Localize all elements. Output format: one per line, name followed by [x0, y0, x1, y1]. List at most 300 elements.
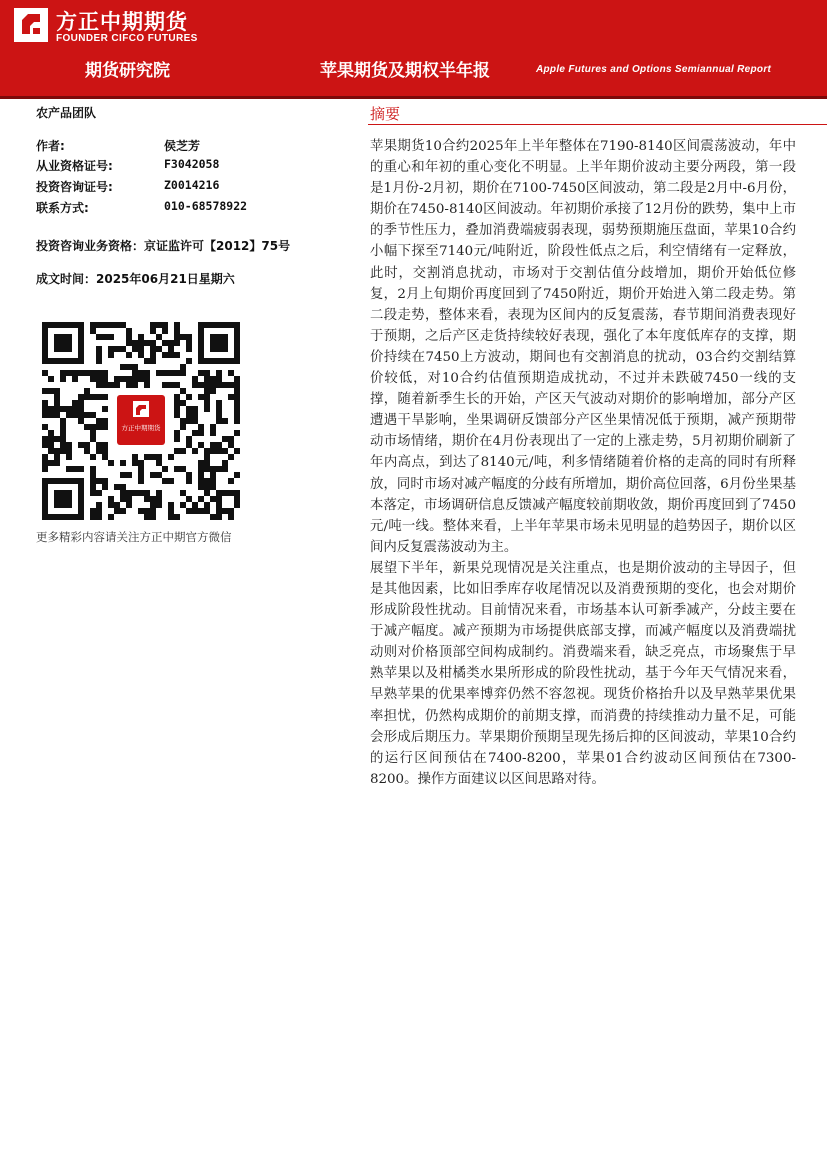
qr-module [198, 496, 204, 502]
qr-module [132, 364, 138, 370]
qr-module [234, 448, 240, 454]
qr-module [180, 364, 186, 370]
qr-module [222, 466, 228, 472]
qr-module [120, 496, 126, 502]
qr-module [180, 502, 186, 508]
qr-module [108, 322, 114, 328]
qr-module [66, 406, 72, 412]
page-header [0, 0, 827, 96]
qr-module [78, 370, 84, 376]
qr-module [222, 436, 228, 442]
qr-module [210, 478, 216, 484]
qr-module [234, 412, 240, 418]
qr-module [96, 394, 102, 400]
qr-module [222, 508, 228, 514]
qr-module [156, 454, 162, 460]
qr-module [60, 424, 66, 430]
info-label: 从业资格证号: [36, 159, 113, 173]
qr-module [54, 388, 60, 394]
qr-module [198, 370, 204, 376]
qr-module [162, 328, 168, 334]
qr-module [210, 472, 216, 478]
qr-module [72, 412, 78, 418]
qr-module [216, 370, 222, 376]
qr-module [42, 406, 48, 412]
qr-module [198, 484, 204, 490]
summary-divider [368, 124, 827, 125]
qr-module [90, 370, 96, 376]
qr-module [204, 466, 210, 472]
founder-logo-icon [14, 8, 48, 42]
summary-body [370, 136, 796, 790]
publish-date: 成文时间：2025年06月21日星期六 [36, 272, 235, 286]
qr-module [90, 376, 96, 382]
qr-module [60, 448, 66, 454]
qr-module [210, 466, 216, 472]
qr-module [144, 340, 150, 346]
qr-module [198, 442, 204, 448]
qr-module [48, 412, 54, 418]
qr-module [204, 376, 210, 382]
qr-module [126, 382, 132, 388]
qr-module [114, 502, 120, 508]
qr-module [186, 508, 192, 514]
qr-module [90, 514, 96, 520]
qr-module [186, 472, 192, 478]
qr-module [186, 394, 192, 400]
qr-module [156, 502, 162, 508]
qr-module [90, 490, 96, 496]
company-name: 方正中期期货 [56, 10, 188, 34]
qr-module [108, 460, 114, 466]
qr-module [132, 340, 138, 346]
qr-module [180, 448, 186, 454]
info-value: Z0014216 [164, 178, 220, 192]
qr-module [54, 400, 60, 406]
qr-module [42, 424, 48, 430]
qr-module [72, 400, 78, 406]
qr-module [132, 370, 138, 376]
qr-module [174, 328, 180, 334]
qr-module [204, 388, 210, 394]
qr-module [48, 436, 54, 442]
qr-module [222, 418, 228, 424]
qr-module [108, 514, 114, 520]
qr-module [198, 394, 204, 400]
qr-module [132, 490, 138, 496]
qr-module [60, 418, 66, 424]
qr-module [168, 508, 174, 514]
qr-module [150, 352, 156, 358]
qr-module [156, 346, 162, 352]
qr-module [204, 490, 210, 496]
qr-module [42, 454, 48, 460]
qr-module [168, 454, 174, 460]
qr-module [102, 394, 108, 400]
qr-module [108, 334, 114, 340]
qr-module [162, 466, 168, 472]
qr-module [42, 388, 48, 394]
qr-module [174, 436, 180, 442]
qr-module [222, 448, 228, 454]
qr-module [54, 436, 60, 442]
qr-module [180, 370, 186, 376]
qr-module [96, 346, 102, 352]
qr-module [174, 400, 180, 406]
qr-module [222, 490, 228, 496]
qr-module [84, 394, 90, 400]
qr-module [114, 508, 120, 514]
qr-module [48, 448, 54, 454]
qr-module [102, 370, 108, 376]
qr-module [198, 424, 204, 430]
qr-module [180, 388, 186, 394]
qr-module [138, 490, 144, 496]
qr-module [204, 508, 210, 514]
qr-module [168, 502, 174, 508]
qr-module [144, 358, 150, 364]
qr-module [186, 346, 192, 352]
qr-module [210, 376, 216, 382]
qr-module [174, 370, 180, 376]
qr-module [90, 466, 96, 472]
qr-caption: 更多精彩内容请关注方正中期官方微信 [36, 530, 232, 544]
qr-module [174, 448, 180, 454]
qr-module [204, 382, 210, 388]
qr-module [198, 382, 204, 388]
qr-module [138, 346, 144, 352]
qr-module [138, 334, 144, 340]
qr-module [126, 496, 132, 502]
qr-module [90, 508, 96, 514]
qr-module [84, 370, 90, 376]
qr-module [54, 454, 60, 460]
qr-module [186, 358, 192, 364]
qr-module [234, 406, 240, 412]
summary-paragraph-1: 苹果期货10合约2025年上半年整体在7190-8140区间震荡波动，年中的重心和年初的重心变化不明显。上半年期价波动主要分两段，第一段是1月份-2月初，期价在7100-7450区间波动，第二段是2月中-6月份，期价在7450-8140区间波动。年初期价承接了12月份的跌势，集中上市的季节性压力，叠加消费端疲弱表现，弱势预期施压盘面，苹果10合约小幅下探至7140元/吨附近，阶段性低点之后，利空情绪有一定释放，此时，交割消息扰动，市场对于交割估值分歧增加，期价开始低位修复，2月上旬期价再度回到了7450附近，期价开始进入第二段走势。第二段走势，整体来看，表现为区间内的反复震荡，春节期间消费表现好于预期，之后产区走货持续较好表现，强化了本年度低库存的支撑，期价持续在7450上方波动，期间也有交割消息的扰动，03合约交割结算价较低，对10合约估值预期造成扰动，不过并未跌破7450一线的支撑，随着新季生长的开始，产区天气波动对期价的影响增加，部分产区遭遇干旱影响，坐果调研反馈部分产区坐果情况低于预期，减产预期带动市场情绪，期价在4月份表现出了一定的上涨走势，5月初期价刷新了年内高点，到达了8140元/吨，利多情绪随着价格的走高的同时有所释放，同时市场对减产幅度的分歧有所增加，期价高位回落，6月份坐果基本落定，市场调研信息反馈减产幅度较前期收敛，期价再度回到了7450元/吨一线。整体来看，上半年苹果市场未见明显的趋势因子，期价以区间内反复震荡波动为主。 [370, 139, 796, 555]
license-text: 投资咨询业务资格：京证监许可【2012】75号 [36, 239, 291, 253]
qr-module [150, 502, 156, 508]
qr-module [72, 370, 78, 376]
qr-module [42, 460, 48, 466]
qr-module [126, 334, 132, 340]
qr-module [48, 406, 54, 412]
qr-module [84, 388, 90, 394]
qr-module [108, 346, 114, 352]
qr-module [180, 490, 186, 496]
qr-module [66, 412, 72, 418]
qr-module [72, 406, 78, 412]
qr-module [102, 424, 108, 430]
qr-module [96, 358, 102, 364]
qr-module [228, 514, 234, 520]
qr-module [216, 508, 222, 514]
qr-module [216, 466, 222, 472]
qr-module [216, 502, 222, 508]
qr-module [174, 514, 180, 520]
qr-module [162, 340, 168, 346]
qr-module [84, 412, 90, 418]
qr-module [150, 346, 156, 352]
qr-module [150, 514, 156, 520]
qr-module [90, 436, 96, 442]
qr-module [138, 478, 144, 484]
qr-module [90, 322, 96, 328]
qr-module [186, 340, 192, 346]
qr-module [198, 430, 204, 436]
qr-module [54, 448, 60, 454]
team-name: 农产品团队 [36, 106, 97, 120]
qr-module [204, 454, 210, 460]
qr-finder-top-left [42, 322, 84, 364]
qr-logo-label: 方正中期期货 [121, 424, 161, 432]
company-name-en: FOUNDER CIFCO FUTURES [56, 33, 198, 44]
qr-module [54, 394, 60, 400]
qr-module [234, 502, 240, 508]
qr-module [144, 370, 150, 376]
qr-module [168, 514, 174, 520]
qr-module [96, 508, 102, 514]
qr-module [174, 466, 180, 472]
qr-module [42, 436, 48, 442]
author-panel [36, 104, 336, 286]
qr-module [216, 442, 222, 448]
qr-module [78, 466, 84, 472]
qr-module [210, 442, 216, 448]
qr-module [120, 346, 126, 352]
qr-module [90, 484, 96, 490]
qr-module [156, 490, 162, 496]
qr-module [132, 346, 138, 352]
qr-module [192, 430, 198, 436]
qr-module [144, 508, 150, 514]
qr-module [180, 334, 186, 340]
qr-module [114, 376, 120, 382]
summary-paragraph-2: 展望下半年，新果兑现情况是关注重点，也是期价波动的主导因子，但是其他因素，比如旧季库存收尾情况以及消费预期的变化，也会对期价形成阶段性扰动。目前情况来看，市场基本认可新季减产，分歧主要在于减产幅度。减产预期为市场提供底部支撑，而减产幅度以及消费端扰动则对价格顶部空间构成制约。消费端来看，缺乏亮点，市场聚焦于早熟苹果以及柑橘类水果所形成的阶段性扰动，基于今年天气情况来看，早熟苹果的优果率博弈仍然不容忽视。现货价格抬升以及早熟苹果优果率担忧，仍然构成期价的前期支撑，而消费的持续推动力量不足，可能会形成后期压力。苹果期价预期呈现先扬后抑的区间波动，苹果10合约的运行区间预估在7400-8200，苹果01合约波动区间预估在7300-8200。操作方面建议以区间思路对待。 [370, 560, 796, 787]
qr-module [132, 382, 138, 388]
qr-module [138, 340, 144, 346]
qr-module [210, 448, 216, 454]
qr-module [234, 376, 240, 382]
qr-module [120, 460, 126, 466]
qr-module [174, 352, 180, 358]
qr-module [126, 364, 132, 370]
qr-module [96, 448, 102, 454]
qr-module [234, 430, 240, 436]
qr-module [144, 514, 150, 520]
qr-module [78, 418, 84, 424]
qr-module [216, 496, 222, 502]
qr-module [78, 442, 84, 448]
qr-module [102, 382, 108, 388]
qr-module [210, 514, 216, 520]
qr-module [84, 448, 90, 454]
qr-module [96, 352, 102, 358]
qr-module [192, 448, 198, 454]
qr-module [192, 418, 198, 424]
qr-module [108, 502, 114, 508]
qr-module [126, 328, 132, 334]
qr-module [150, 472, 156, 478]
qr-module [204, 448, 210, 454]
info-value: 侯芝芳 [164, 139, 201, 153]
qr-module [138, 370, 144, 376]
qr-module [204, 406, 210, 412]
qr-module [102, 406, 108, 412]
qr-module [168, 352, 174, 358]
qr-module [204, 484, 210, 490]
qr-module [174, 334, 180, 340]
qr-module [102, 478, 108, 484]
institute-name: 期货研究院 [85, 61, 170, 81]
qr-module [54, 406, 60, 412]
qr-module [228, 370, 234, 376]
qr-module [96, 502, 102, 508]
qr-module [78, 394, 84, 400]
qr-module [204, 478, 210, 484]
qr-module [234, 418, 240, 424]
qr-module [42, 400, 48, 406]
qr-module [234, 382, 240, 388]
qr-module [186, 334, 192, 340]
qr-module [198, 472, 204, 478]
qr-module [66, 454, 72, 460]
qr-module [198, 508, 204, 514]
qr-module [228, 490, 234, 496]
qr-module [228, 508, 234, 514]
qr-module [156, 472, 162, 478]
qr-module [102, 418, 108, 424]
qr-module [216, 406, 222, 412]
qr-module [138, 472, 144, 478]
qr-module [132, 376, 138, 382]
qr-module [114, 346, 120, 352]
wechat-qr-code [42, 322, 240, 520]
qr-module [144, 376, 150, 382]
qr-module [54, 412, 60, 418]
qr-module [198, 460, 204, 466]
qr-module [120, 322, 126, 328]
qr-module [228, 436, 234, 442]
qr-module [216, 490, 222, 496]
qr-module [66, 442, 72, 448]
qr-module [216, 400, 222, 406]
qr-module [192, 412, 198, 418]
qr-module [96, 322, 102, 328]
report-title: 苹果期货及期权半年报 [320, 61, 490, 81]
qr-module [150, 340, 156, 346]
qr-module [60, 430, 66, 436]
qr-module [96, 382, 102, 388]
qr-module [102, 376, 108, 382]
qr-module [114, 322, 120, 328]
qr-module [162, 352, 168, 358]
qr-module [204, 460, 210, 466]
qr-module [186, 478, 192, 484]
qr-module [126, 352, 132, 358]
qr-module [84, 442, 90, 448]
qr-module [108, 382, 114, 388]
qr-module [90, 454, 96, 460]
qr-module [66, 370, 72, 376]
qr-module [42, 466, 48, 472]
qr-module [108, 352, 114, 358]
qr-module [168, 370, 174, 376]
qr-module [198, 466, 204, 472]
qr-module [138, 352, 144, 358]
qr-module [60, 370, 66, 376]
qr-module [216, 418, 222, 424]
qr-module [216, 382, 222, 388]
qr-module [126, 502, 132, 508]
qr-module [132, 454, 138, 460]
header-divider [0, 96, 827, 99]
qr-module [96, 478, 102, 484]
qr-module [174, 406, 180, 412]
summary-title: 摘要 [370, 105, 401, 123]
qr-module [114, 382, 120, 388]
qr-module [120, 508, 126, 514]
qr-module [144, 490, 150, 496]
qr-module [42, 370, 48, 376]
qr-module [192, 502, 198, 508]
qr-module [156, 460, 162, 466]
qr-module [234, 472, 240, 478]
qr-module [78, 412, 84, 418]
qr-module [204, 400, 210, 406]
qr-module [90, 478, 96, 484]
qr-module [156, 334, 162, 340]
qr-module [78, 406, 84, 412]
qr-module [102, 448, 108, 454]
qr-module [192, 376, 198, 382]
qr-module [120, 490, 126, 496]
qr-module [84, 424, 90, 430]
info-value: 010-68578922 [164, 199, 248, 213]
qr-module [216, 514, 222, 520]
qr-module [180, 466, 186, 472]
qr-module [90, 328, 96, 334]
qr-module [96, 370, 102, 376]
qr-module [174, 382, 180, 388]
qr-module [96, 424, 102, 430]
qr-module [96, 514, 102, 520]
qr-module [156, 322, 162, 328]
qr-module [120, 484, 126, 490]
qr-module [72, 466, 78, 472]
qr-module [162, 382, 168, 388]
qr-module [186, 412, 192, 418]
qr-module [48, 460, 54, 466]
qr-module [228, 394, 234, 400]
qr-module [234, 496, 240, 502]
qr-module [234, 490, 240, 496]
qr-module [204, 394, 210, 400]
qr-module [66, 448, 72, 454]
qr-module [180, 418, 186, 424]
qr-module [150, 454, 156, 460]
qr-module [210, 382, 216, 388]
qr-module [60, 406, 66, 412]
qr-module [210, 388, 216, 394]
qr-module [186, 406, 192, 412]
qr-module [150, 328, 156, 334]
qr-module [150, 508, 156, 514]
qr-module [120, 364, 126, 370]
qr-finder-top-right [198, 322, 240, 364]
qr-module [90, 412, 96, 418]
qr-module [132, 460, 138, 466]
